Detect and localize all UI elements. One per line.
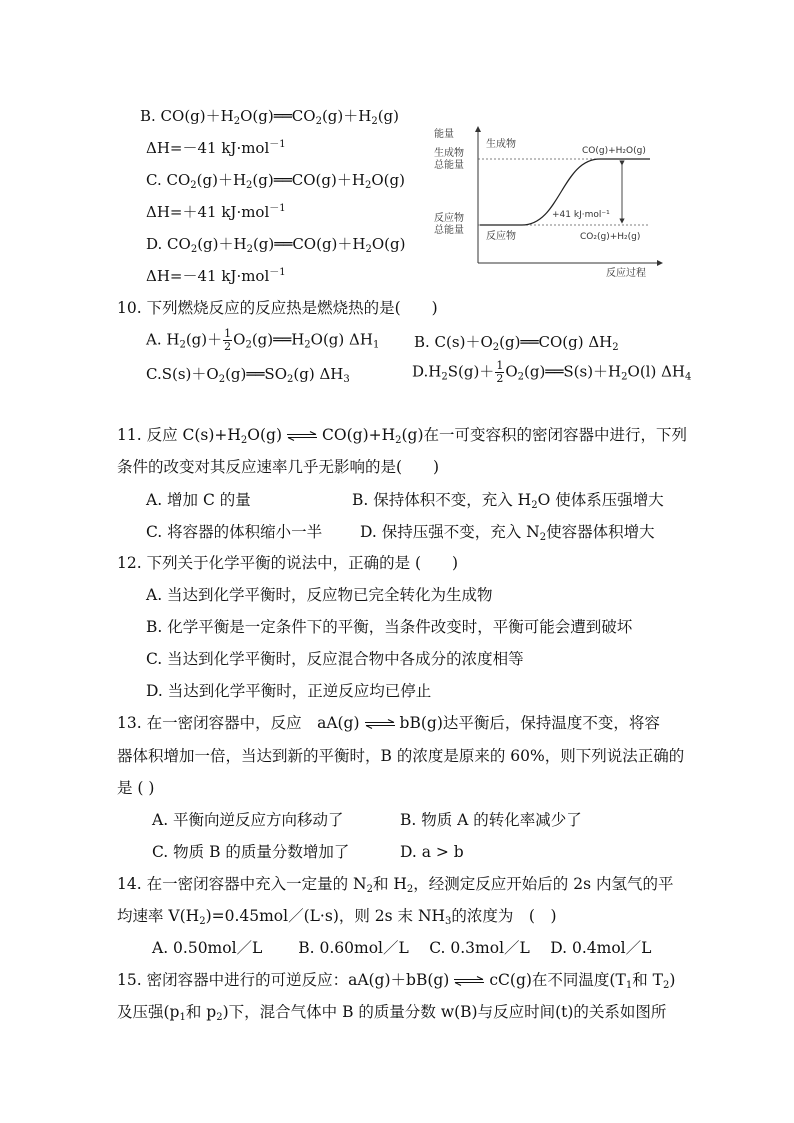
q11-line-2: 条件的改变对其反应速率几乎无影响的是( ) [117, 458, 440, 476]
q11-option-d [360, 522, 655, 542]
sub: 2 [366, 884, 373, 895]
product-formula: CO(g)+H₂O(g) [582, 146, 646, 156]
sub: 2 [216, 1012, 223, 1023]
q9-option-d-dh [146, 266, 286, 286]
sup: －1 [269, 203, 286, 214]
sub: 2 [179, 339, 186, 351]
q14-text5: )=0.45mol／(L·s)，则 2s 末 NH [205, 907, 446, 925]
reactant-energy-label-2: 总能量 [434, 225, 464, 236]
reactants-label: 反应物 [486, 231, 516, 242]
q12-option-d: D. 当达到化学平衡时，正逆反应均已停止 [146, 682, 432, 700]
frac-num: 1 [224, 327, 232, 340]
q11-d-text2: 使容器体积增大 [546, 523, 655, 541]
q11-b-text1: B. 保持体积不变，充入 H [352, 491, 532, 509]
sub: 2 [287, 374, 294, 385]
q11-text4: (g)在一可变容积的密闭容器中进行，下列 [401, 426, 688, 444]
q10-d-text1: D.H [412, 362, 442, 381]
sub: 2 [539, 532, 547, 543]
q11-option-c: C. 将容器的体积缩小一半 [146, 523, 323, 541]
q15-text1: 15. 密闭容器中进行的可逆反应：aA(g)＋bB(g) [117, 971, 450, 989]
q15-text4: ) [669, 971, 676, 989]
q11-text3: CO(g)+H [322, 426, 396, 444]
q13-line-1 [117, 713, 660, 733]
equilibrium-arrow-icon [363, 719, 397, 729]
q9-b-text4: (g) [377, 107, 400, 125]
q13-option-d: D. a > b [400, 843, 464, 861]
q9-b-dh-text: ΔH=－41 kJ·mol [146, 139, 270, 157]
sub: 2 [218, 374, 226, 385]
q9-option-b-dh [146, 138, 286, 158]
sub: 2 [304, 339, 311, 351]
q9-c-dh-text: ΔH=＋41 kJ·mol [146, 203, 270, 221]
q10-a-text4: (g)══H [251, 330, 305, 349]
frac-den: 2 [224, 340, 232, 353]
q13-option-c: C. 物质 B 的质量分数增加了 [152, 843, 350, 861]
q11-option-a: A. 增加 C 的量 [146, 491, 251, 509]
q12-option-b: B. 化学平衡是一定条件下的平衡，当条件改变时，平衡可能会遭到破坏 [146, 618, 633, 636]
q9-c-text4: O(g) [371, 171, 405, 189]
q9-option-c-dh [146, 202, 286, 222]
products-label: 生成物 [486, 139, 516, 150]
q14-text1: 14. 在一密闭容器中充入一定量的 N [117, 875, 367, 893]
q10-d-text2: S(g)＋ [447, 362, 495, 381]
product-energy-label-1: 生成物 [434, 148, 464, 159]
q13-text1: 13. 在一密闭容器中，反应 aA(g) [117, 714, 360, 732]
sub: 2 [245, 339, 252, 351]
sub: 2 [612, 342, 619, 353]
q9-d-dh-text: ΔH=－41 kJ·mol [146, 267, 270, 285]
q9-c-text2: (g)＋H [196, 171, 247, 189]
q11-b-text2: O 使体系压强增大 [537, 491, 664, 509]
sub: 2 [199, 916, 206, 927]
sub: 1 [179, 1012, 186, 1023]
q10-c-text1: C.S(s)＋O [146, 365, 219, 383]
y-axis-label: 能量 [434, 129, 454, 140]
q10-a-text1: A. H [146, 330, 180, 349]
q9-b-text1: B. CO(g)＋H [140, 107, 234, 125]
sub: 2 [406, 884, 414, 895]
q9-c-text1: C. CO [146, 171, 191, 189]
q9-option-c [146, 170, 405, 190]
sub: 4 [685, 371, 692, 383]
reactant-energy-label-1: 反应物 [434, 213, 464, 224]
q14-line-2 [117, 906, 557, 926]
q15-text3: 和 T [632, 971, 663, 989]
q11-line-1 [117, 425, 687, 445]
q15-line-1 [117, 970, 675, 990]
q9-d-text3: (g)══CO(g)＋H [252, 235, 366, 253]
q9-d-text1: D. CO [146, 235, 191, 253]
sub: 2 [246, 244, 253, 255]
sub: 2 [621, 371, 628, 383]
q14-text6: 的浓度为 ( ) [451, 907, 557, 925]
q13-line-2: 器体积增加一倍，当达到新的平衡时，B 的浓度是原来的 60%，则下列说法正确的 [117, 747, 685, 765]
q12-stem: 12. 下列关于化学平衡的说法中，正确的是 ( ) [117, 554, 459, 572]
q15-text7: )下，混合气体中 B 的质量分数 w(B)与反应时间(t)的关系如图所 [222, 1003, 667, 1021]
q15-line-2 [117, 1002, 666, 1022]
product-energy-label-2: 总能量 [434, 160, 464, 171]
q9-c-text3: (g)══CO(g)＋H [252, 171, 365, 189]
q10-d-text4: (g)══S(s)＋H [524, 362, 622, 381]
q9-b-text3: (g)＋H [321, 107, 372, 125]
sub: 2 [240, 435, 248, 446]
frac-num: 1 [496, 359, 504, 372]
q11-d-text1: D. 保持压强不变，充入 N [360, 523, 540, 541]
q9-d-text2: (g)＋H [197, 235, 247, 253]
q10-d-text5: O(l) ΔH [627, 362, 685, 381]
q9-option-d [146, 234, 405, 254]
q10-stem: 10. 下列燃烧反应的反应热是燃烧热的是( ) [117, 299, 438, 317]
q10-a-text5: O(g) ΔH [310, 330, 373, 349]
sup: －1 [269, 267, 286, 278]
q9-d-text4: O(g) [371, 235, 406, 253]
q14-text4: 均速率 V(H [117, 907, 200, 925]
q10-b-text2: (g)══CO(g) ΔH [499, 333, 613, 351]
sub: 2 [364, 180, 372, 191]
sub: 2 [246, 180, 253, 191]
sub: 2 [233, 116, 241, 127]
sub: 2 [395, 435, 402, 446]
q11-option-b [352, 490, 664, 510]
q10-a-text2: (g)＋ [185, 330, 223, 349]
q10-b-text1: B. C(s)＋O [414, 333, 493, 351]
q10-option-d [412, 360, 691, 385]
q13-option-a: A. 平衡向逆反应方向移动了 [152, 811, 344, 829]
q10-option-c [146, 364, 350, 384]
q15-text6: 和 p [185, 1003, 217, 1021]
q15-text5: 及压强(p [117, 1003, 180, 1021]
sub: 2 [315, 116, 322, 127]
q11-text1: 11. 反应 C(s)+H [117, 426, 241, 444]
fraction-half [495, 360, 504, 385]
sub: 3 [343, 374, 350, 385]
sub: 2 [662, 980, 670, 991]
q13-text2: bB(g)达平衡后，保持温度不变，将容 [399, 714, 660, 732]
q14-text3: ，经测定反应开始后的 2s 内氢气的平 [413, 875, 674, 893]
q10-option-b [414, 332, 619, 352]
sub: 2 [190, 180, 197, 191]
q14-line-1 [117, 874, 673, 894]
sub: 2 [365, 244, 372, 255]
q10-d-text3: O [505, 362, 518, 381]
q10-c-text2: (g)══SO [225, 365, 288, 383]
energy-diagram [430, 125, 670, 280]
q10-a-text3: O [233, 330, 246, 349]
equilibrium-arrow-icon [452, 976, 486, 986]
q12-option-a: A. 当达到化学平衡时，反应物已完全转化为生成物 [146, 586, 493, 604]
sup: －1 [269, 139, 286, 150]
sub: 1 [372, 339, 380, 351]
sub: 2 [531, 500, 538, 511]
q10-option-a [146, 328, 379, 353]
fraction-half [223, 328, 232, 353]
q14-options: A. 0.50mol／L B. 0.60mol／L C. 0.3mol／L D. 0.4mol／L [152, 939, 652, 957]
q9-option-b [140, 106, 399, 126]
sub: 2 [517, 371, 524, 383]
sub: 2 [371, 116, 378, 127]
equilibrium-arrow-icon [285, 431, 319, 441]
q11-text2: O(g) [247, 426, 283, 444]
q13-line-3: 是 ( ) [117, 779, 155, 797]
q14-text2: 和 H [372, 875, 407, 893]
q15-text2: cC(g)在不同温度(T [489, 971, 626, 989]
x-axis-label: 反应过程 [606, 268, 646, 279]
frac-den: 2 [496, 372, 504, 385]
q10-c-text3: (g) ΔH [293, 365, 344, 383]
sub: 1 [625, 980, 633, 991]
q12-option-c: C. 当达到化学平衡时，反应混合物中各成分的浓度相等 [146, 650, 524, 668]
delta-label: +41 kJ·mol⁻¹ [552, 210, 610, 220]
sub: 2 [190, 244, 198, 255]
reactant-formula: CO₂(g)+H₂(g) [580, 232, 641, 242]
sub: 3 [445, 916, 452, 927]
q9-b-text2: O(g)══CO [240, 107, 316, 125]
q13-option-b: B. 物质 A 的转化率减少了 [400, 811, 582, 829]
sub: 2 [441, 371, 448, 383]
sub: 2 [492, 342, 500, 353]
